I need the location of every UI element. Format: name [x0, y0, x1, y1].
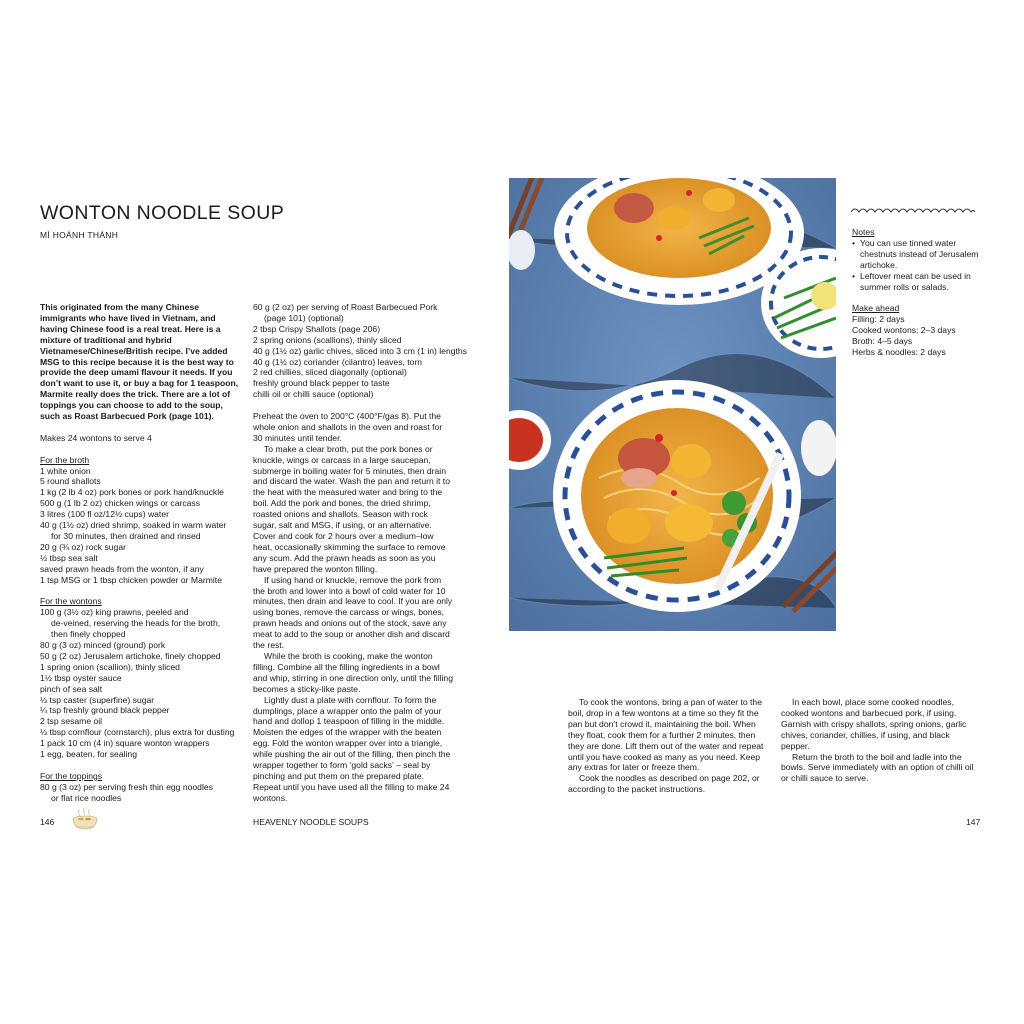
topping-item: 2 tbsp Crispy Shallots (page 206) — [253, 323, 381, 334]
broth-heading: For the broth — [40, 454, 90, 465]
wonton-item: 1 pack 10 cm (4 in) square wonton wrappers — [40, 738, 210, 749]
method-step: In each bowl, place some cooked noodles, cooked wontons and barbecued pork, if using. Garnish with crispy shallots, spring onions, garlic chives, coriander, chillies, if using, and black pepper. — [781, 697, 967, 751]
method-step: Preheat the oven to 200°C (400°F/gas 8). Put the whole onion and shallots in the oven and roast for 30 minutes until tender. — [253, 411, 443, 443]
ingredients-column — [40, 302, 240, 804]
wonton-item: 1½ tbsp oyster sauce — [40, 672, 122, 683]
wonton-item: 100 g (3½ oz) king prawns, peeled and — [40, 607, 189, 618]
method-step: While the broth is cooking, make the wonton filling. Combine all the filling ingredients in a bowl and whip, stirring in one direction only, until the filling becomes a sticky-like paste. — [253, 650, 453, 694]
serving-column — [781, 697, 978, 784]
broth-item: 500 g (1 lb 2 oz) chicken wings or carcass — [40, 498, 201, 509]
wonton-item: then finely chopped — [51, 629, 126, 640]
topping-item: (page 101) (optional) — [264, 312, 344, 323]
make-ahead-item: Broth: 4–5 days — [852, 336, 913, 347]
topping-item: freshly ground black pepper to taste — [253, 378, 390, 389]
wonton-item: ½ tbsp cornflour (cornstarch), plus extra for dusting — [40, 727, 235, 738]
note-item: • You can use tinned water chestnuts instead of Jerusalem artichoke. — [852, 238, 982, 271]
notes-heading: Notes — [852, 227, 875, 237]
topping-item: 40 g (1½ oz) coriander (cilantro) leaves, torn — [253, 356, 423, 367]
method-step: Lightly dust a plate with cornflour. To form the dumplings, place a wrapper onto the palm of your hand and dollop 1 teaspoon of filling in the middle. Moisten the edges of the wrapper with the beaten egg. Fold the wonton wrapper over into a triangle, while pushing the air out of the filling, then pinch the wrapper together to form ‘gold sacks’ – seal by pinching and put them on the prepared plate. Repeat until you have used all the filling to make 24 wontons. — [253, 694, 451, 803]
wonton-item: 2 tsp sesame oil — [40, 716, 103, 727]
topping-item: 40 g (1½ oz) garlic chives, sliced into 3 cm (1 in) lengths — [253, 345, 467, 356]
method-column — [253, 302, 467, 804]
topping-item: chilli oil or chilli sauce (optional) — [253, 389, 374, 400]
wontons-heading: For the wontons — [40, 596, 102, 607]
wave-ornament-icon — [851, 205, 975, 215]
broth-item: 40 g (1½ oz) dried shrimp, soaked in warm water — [40, 520, 227, 531]
broth-item: 3 litres (100 fl oz/12½ cups) water — [40, 509, 169, 520]
method-column-right — [568, 697, 765, 795]
notes-sidebar — [852, 227, 982, 358]
recipe-title: WONTON NOODLE SOUP — [40, 202, 285, 224]
make-ahead-item: Herbs & noodles: 2 days — [852, 346, 946, 357]
right-page-number: 147 — [966, 817, 981, 827]
section-title: HEAVENLY NOODLE SOUPS — [253, 817, 369, 827]
broth-item: 1 white onion — [40, 465, 91, 476]
topping-item: 60 g (2 oz) per serving of Roast Barbecued Pork — [253, 302, 438, 312]
method-step: If using hand or knuckle, remove the pork from the broth and lower into a bowl of cold water for 10 minutes, then drain and leave to cool. If you are only using bones, remove the carcass or wings, bones, prawn heads and onions out of the stock, save any meat to add to the soup or another dish and discard the rest. — [253, 574, 453, 651]
broth-item: 20 g (¾ oz) rock sugar — [40, 541, 126, 552]
topping-item: or flat rice noodles — [51, 792, 122, 803]
make-ahead-item: Cooked wontons: 2–3 days — [852, 325, 956, 336]
left-page-number: 146 — [40, 817, 55, 827]
wonton-item: 50 g (2 oz) Jerusalem artichoke, finely chopped — [40, 650, 221, 661]
broth-item: saved prawn heads from the wonton, if any — [40, 563, 204, 574]
toppings-heading: For the toppings — [40, 770, 103, 781]
wonton-item: ¼ tsp freshly ground black pepper — [40, 705, 170, 716]
topping-item: 2 red chillies, sliced diagonally (optional) — [253, 367, 407, 378]
broth-item: 1 tsp MSG or 1 tbsp chicken powder or Marmite — [40, 574, 222, 585]
broth-item: 1 kg (2 lb 4 oz) pork bones or pork hand/knuckle — [40, 487, 224, 498]
broth-item: ½ tbsp sea salt — [40, 552, 98, 563]
wonton-item: pinch of sea salt — [40, 683, 103, 694]
method-step: To make a clear broth, put the pork bones or knuckle, wings or carcass in a large saucepan, submerge in boiling water for 5 minutes, then drain and discard the water. Wash the pan and return it to the heat with the measured water and bring to the boil. Add the pork and bones, the dried shrimp, roasted onions and shallots. Season with rock sugar, salt and MSG, if using, or an alternative. Cover and cook for 2 hours over a medium–low heat, occasionally skimming the surface to remove any scum. Add the prawn heads as soon as you have prepared the wonton filling. — [253, 443, 450, 574]
notes-list — [852, 238, 982, 293]
wonton-item: de-veined, reserving the heads for the broth, — [51, 618, 221, 629]
noodle-bowl-icon — [70, 807, 100, 831]
make-ahead-heading: Make ahead — [852, 303, 900, 314]
broth-item: 5 round shallots — [40, 476, 101, 487]
topping-item: 2 spring onions (scallions), thinly sliced — [253, 334, 402, 345]
wonton-item: 80 g (3 oz) minced (ground) pork — [40, 640, 166, 651]
method-step: To cook the wontons, bring a pan of water to the boil, drop in a few wontons at a time so they fit the pan but don’t crowd it, maintaining the boil. When they float, cook them for a further 2 minutes, then they are done. Lift them out of the water and repeat until you have cooked as many as you need. Keep any extras for later or freeze them. — [568, 697, 764, 773]
intro-text: This originated from the many Chinese immigrants who have lived in Vietnam, and having Chinese food is a real treat. Here is a mixture of traditional and hybrid Vietnamese/Chinese/British recipe. I’ve added MSG to this recipe because it is the best way to provide the deep umami flavour it needs. If you don’t want to use it, or buy a bag for 1 teaspoon, Marmite really does the trick. There are a lot of toppings you can choose to add to the soup, such as Roast Barbecued Pork (page 101). — [40, 302, 239, 422]
make-ahead-item: Filling: 2 days — [852, 314, 905, 325]
method-step: Return the broth to the boil and ladle into the bowls. Serve immediately with an option of chilli oil or chilli sauce to serve. — [781, 751, 974, 784]
wonton-item: 1 egg, beaten, for sealing — [40, 749, 137, 760]
method-step: Cook the noodles as described on page 202, or according to the packet instructions. — [568, 773, 760, 795]
recipe-subtitle: MÌ HOÀNH THÁNH — [40, 230, 119, 240]
topping-item: 80 g (3 oz) per serving fresh thin egg noodles — [40, 781, 213, 792]
makes-text: Makes 24 wontons to serve 4 — [40, 432, 152, 443]
food-photo — [509, 178, 836, 631]
wonton-item: ½ tsp caster (superfine) sugar — [40, 694, 155, 705]
broth-item: for 30 minutes, then drained and rinsed — [51, 531, 201, 541]
wonton-item: 1 spring onion (scallion), thinly sliced — [40, 661, 180, 672]
note-item: • Leftover meat can be used in summer rolls or salads. — [852, 271, 982, 293]
